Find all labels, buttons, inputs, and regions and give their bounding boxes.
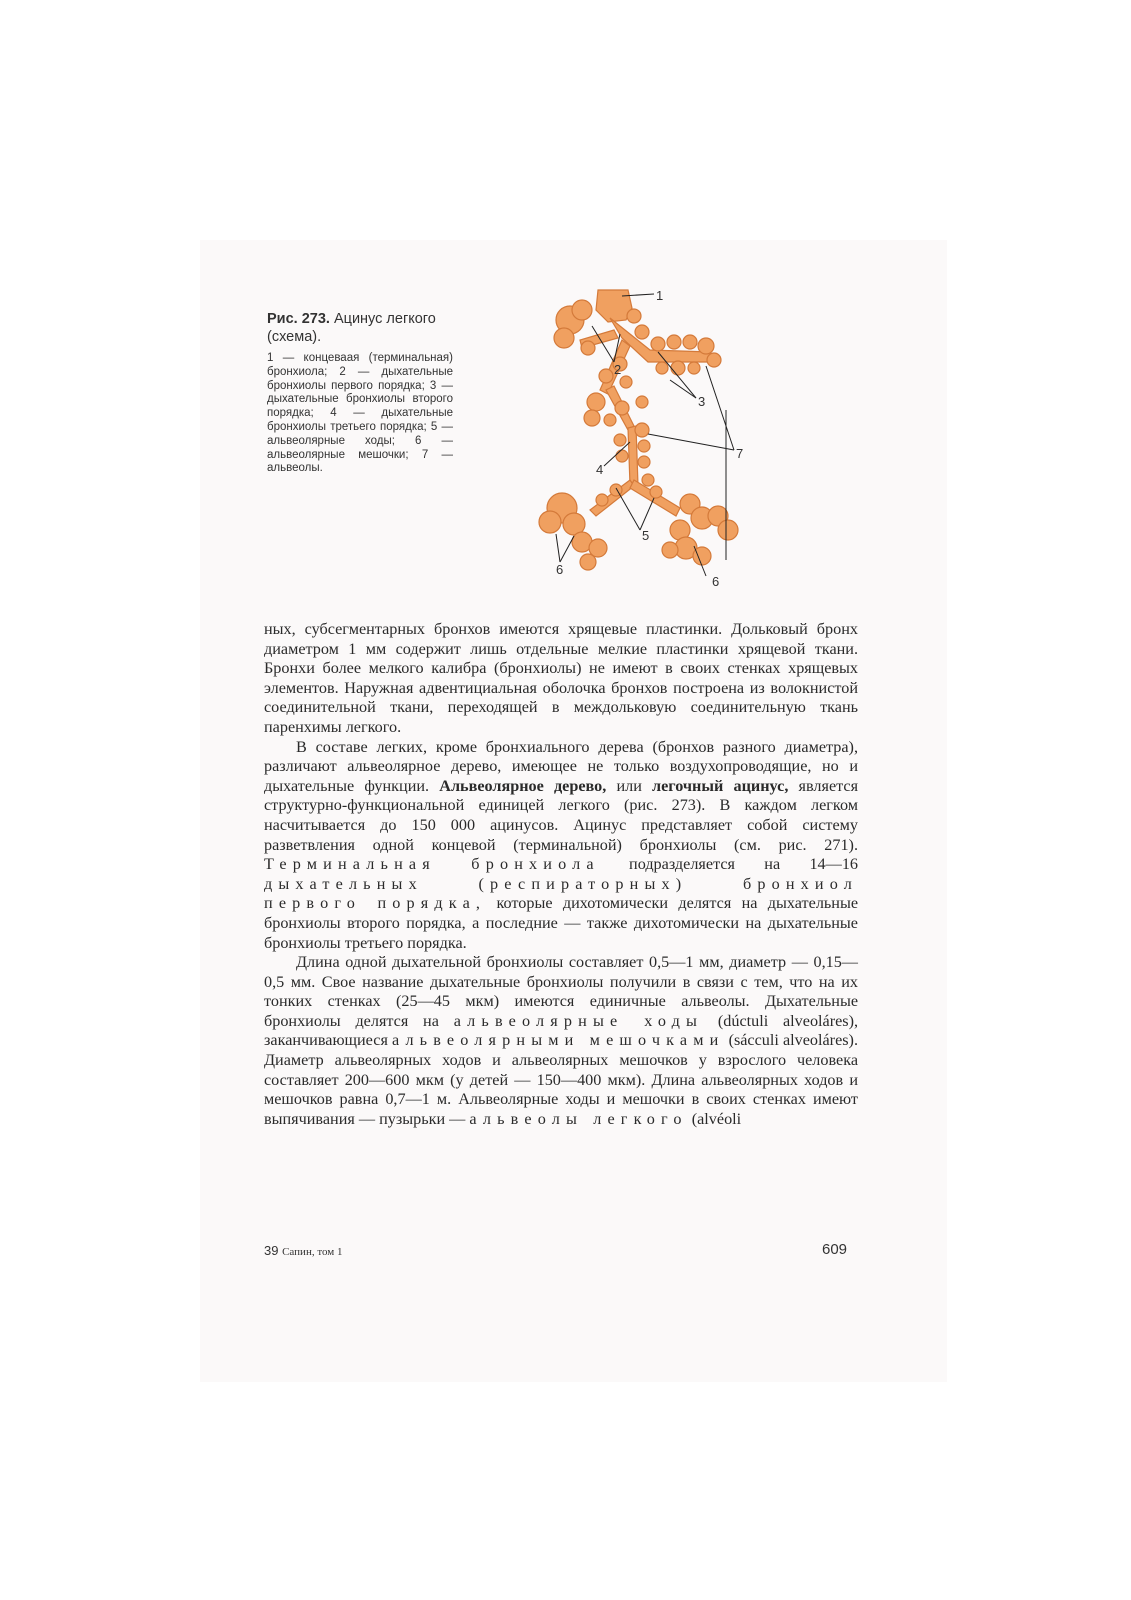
spaced-term: альвеолярными мешочками bbox=[391, 1031, 725, 1050]
page-footer-signature bbox=[264, 1243, 343, 1258]
figure-label: 3 bbox=[698, 394, 706, 409]
caption-title-line bbox=[267, 310, 453, 346]
spaced-term: Терминальная бронхиола bbox=[264, 855, 600, 874]
text-run: (dúctuli alveoláres), заканчивающиеся bbox=[264, 1011, 859, 1050]
text-run: (alvéoli bbox=[691, 1109, 742, 1128]
figure-label: 1 bbox=[656, 288, 664, 303]
signature-number: 39 bbox=[264, 1243, 279, 1258]
figure-label: 6 bbox=[712, 574, 720, 589]
text-run: является структурно-функциональной единицей легкого (рис. 273). В каждом легком насчитывается до 150 000 ацинусов. Ацинус представляет собой систему разветвления одной концевой (терминальной) бронхиолы (см. рис. 271). bbox=[264, 776, 859, 854]
caption-legend: 1 — концеваая (терминальная) бронхиола; 2 — дыхательные бронхиолы первого порядка; 3 — дыхательные бронхиолы второго порядка; 4 — дыхательные бронхиолы третьего порядка; 5 — альвеолярные ходы; 6 — альвеолярные мешочки; 7 — альвеолы. bbox=[267, 352, 453, 475]
text-run: (sácculi alveoláres). Диаметр альвеолярных ходов и альвеолярных мешочков у взрослого человека составляет 200—600 мкм (у детей — 150—400 мкм). Длина альвеолярных ходов и мешочков равна 0,7—1 м. Альвеолярные ходы и мешочки в своих стенках имеют выпячивания — пузырьки — bbox=[264, 1031, 858, 1128]
figure-label: 7 bbox=[736, 446, 744, 461]
text-run: или bbox=[616, 776, 642, 795]
figure-label: 2 bbox=[614, 362, 622, 377]
figure-label: 4 bbox=[596, 462, 604, 477]
spaced-term: альвеолярные ходы bbox=[453, 1011, 704, 1030]
bold-term-alveolar-tree: Альвеолярное дерево, bbox=[439, 776, 607, 795]
text-run: которые дихотомически делятся на дыхательные бронхиолы второго порядка, а последние — также дихотомически на дыхательные бронхиолы третьего порядка. bbox=[264, 894, 858, 952]
paragraph-1: ных, субсегментарных бронхов имеются хрящевые пластинки. Дольковый бронх диаметром 1 мм содержит лишь отдельные мелкие пластинки хрящевой ткани. Бронхи более мелкого калибра (бронхиолы) не имеют в своих стенках хрящевых элементов. Наружная адвентициальная оболочка бронхов построена из волокнистой соединительной ткани, переходящей в междольковую соединительную ткань паренхимы легкого. bbox=[264, 620, 858, 736]
spaced-term: альвеолы легкого bbox=[469, 1109, 688, 1128]
figure-caption bbox=[267, 310, 453, 476]
caption-label: Рис. 273. bbox=[267, 311, 330, 327]
book-title: Сапин, том 1 bbox=[282, 1246, 343, 1258]
page-number: 609 bbox=[822, 1241, 848, 1258]
figure-label: 6 bbox=[556, 562, 564, 577]
spaced-term: дыхательных (респираторных) бронхиол первого порядка, bbox=[264, 874, 858, 913]
caption-title: Ацинус легкого (схема). bbox=[267, 311, 436, 345]
paragraph-2 bbox=[264, 738, 858, 954]
figure-label: 5 bbox=[642, 528, 650, 543]
text-run: Длина одной дыхательной бронхиолы составляет 0,5—1 мм, диаметр — 0,15—0,5 мм. Свое название дыхательные бронхиолы получили в связи с тем, что на их тонких стенках (25—45 мкм) имеются единичные альвеолы. Дыхательные бронхиолы делятся на bbox=[264, 953, 858, 1030]
acinus-diagram bbox=[530, 280, 760, 595]
text-run: В составе легких, кроме бронхиального дерева (бронхов разного диаметра), различают альвеолярное дерево, имеющее не только воздухопроводящие, но и дыхательные функции. bbox=[264, 737, 858, 795]
book-page bbox=[200, 240, 947, 1382]
paragraph-3 bbox=[264, 953, 858, 1129]
text-run: подразделяется на 14—16 bbox=[629, 855, 859, 874]
bold-term-acinus: легочный ацинус, bbox=[652, 776, 789, 795]
main-text bbox=[264, 620, 858, 1129]
